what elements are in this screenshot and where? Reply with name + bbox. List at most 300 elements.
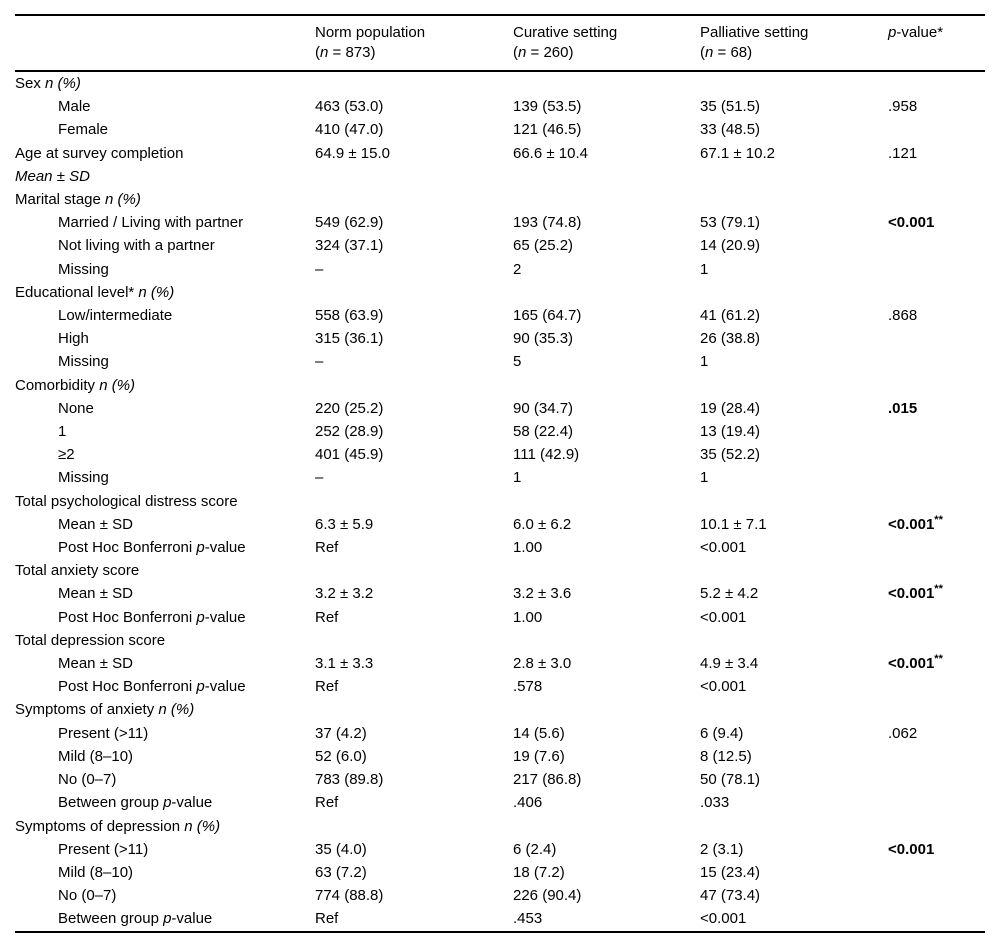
cell-norm: 410 (47.0) xyxy=(315,121,384,139)
cell-norm: – xyxy=(315,260,324,278)
table-row xyxy=(15,698,985,721)
cell-pvalue xyxy=(888,165,985,188)
row-label xyxy=(15,815,315,838)
table-row xyxy=(15,722,985,745)
row-label xyxy=(15,443,315,466)
text-segment: = 260) xyxy=(526,44,574,61)
cell-palliative: 14 (20.9) xyxy=(700,237,761,255)
cell-pvalue xyxy=(888,350,985,373)
row-label xyxy=(15,907,315,931)
text-segment: = 68) xyxy=(713,44,753,61)
cell-curative: 217 (86.8) xyxy=(513,771,582,789)
column-header-line2 xyxy=(700,43,888,63)
cell-pvalue: .062 xyxy=(888,724,918,742)
cell-norm xyxy=(315,188,513,211)
column-header-norm xyxy=(315,15,513,71)
text-segment: Present (>11) xyxy=(58,840,149,858)
text-segment: Palliative setting xyxy=(700,24,809,41)
table-row xyxy=(15,397,985,420)
italic-text-segment: Mean ± SD xyxy=(15,167,90,185)
row-label xyxy=(15,884,315,907)
cell-curative: 6 (2.4) xyxy=(513,840,557,858)
italic-text-segment: p xyxy=(196,678,205,696)
table-header xyxy=(15,15,985,71)
text-segment: No (0–7) xyxy=(58,771,117,789)
table-row xyxy=(15,884,985,907)
cell-palliative xyxy=(700,281,888,304)
cell-palliative: .033 xyxy=(700,794,730,812)
text-segment: Mean ± SD xyxy=(58,655,133,673)
cell-norm xyxy=(315,698,513,721)
row-label xyxy=(15,211,315,234)
italic-text-segment: n (%) xyxy=(99,376,136,394)
cell-norm: 35 (4.0) xyxy=(315,840,367,858)
row-label xyxy=(15,234,315,257)
cell-pvalue xyxy=(888,281,985,304)
cell-curative xyxy=(513,629,700,652)
text-segment: -value xyxy=(204,539,246,557)
italic-text-segment: p xyxy=(196,608,205,626)
cell-norm: 463 (53.0) xyxy=(315,98,384,116)
cell-norm xyxy=(315,281,513,304)
table-row xyxy=(15,304,985,327)
text-segment: High xyxy=(58,330,89,348)
row-label xyxy=(15,629,315,652)
cell-pvalue xyxy=(888,559,985,582)
cell-pvalue xyxy=(888,490,985,513)
text-segment: Post Hoc Bonferroni xyxy=(58,539,197,557)
cell-curative: 19 (7.6) xyxy=(513,747,565,765)
table-row xyxy=(15,490,985,513)
italic-text-segment: p xyxy=(163,794,172,812)
cell-norm: 52 (6.0) xyxy=(315,747,367,765)
text-segment: -value xyxy=(171,910,213,928)
row-label xyxy=(15,374,315,397)
column-header-line2 xyxy=(315,43,513,63)
cell-palliative: 10.1 ± 7.1 xyxy=(700,515,767,533)
table-row xyxy=(15,374,985,397)
cell-palliative: 1 xyxy=(700,353,709,371)
row-label xyxy=(15,838,315,861)
italic-text-segment: n xyxy=(705,44,714,61)
text-segment: 1 xyxy=(58,423,67,441)
cell-curative: 90 (35.3) xyxy=(513,330,574,348)
cell-palliative: 41 (61.2) xyxy=(700,307,761,325)
text-segment: Sex xyxy=(15,75,46,92)
column-header-line1 xyxy=(700,23,888,43)
cell-pvalue xyxy=(888,443,985,466)
cell-value: <0.001 xyxy=(888,585,935,603)
cell-curative: 58 (22.4) xyxy=(513,423,574,441)
cell-curative: 139 (53.5) xyxy=(513,98,582,116)
cell-norm: – xyxy=(315,469,324,487)
cell-pvalue xyxy=(888,234,985,257)
cell-palliative: 26 (38.8) xyxy=(700,330,761,348)
cell-pvalue xyxy=(888,188,985,211)
text-segment: -value* xyxy=(896,24,944,41)
row-label xyxy=(15,652,315,675)
cell-norm: Ref xyxy=(315,608,339,626)
table-row xyxy=(15,443,985,466)
cell-curative xyxy=(513,188,700,211)
cell-palliative: 15 (23.4) xyxy=(700,863,761,881)
cell-curative xyxy=(513,71,700,95)
cell-curative: 111 (42.9) xyxy=(513,446,580,464)
italic-text-segment: p xyxy=(196,539,205,557)
cell-pvalue xyxy=(888,397,985,420)
cell-pvalue xyxy=(888,71,985,95)
cell-palliative: 13 (19.4) xyxy=(700,423,761,441)
row-label xyxy=(15,165,315,188)
cell-pvalue xyxy=(888,884,985,907)
table-row xyxy=(15,142,985,165)
cell-value: <0.001 xyxy=(888,214,935,232)
table-row xyxy=(15,420,985,443)
cell-pvalue xyxy=(888,768,985,791)
cell-curative xyxy=(513,559,700,582)
text-segment: Mean ± SD xyxy=(58,585,133,603)
italic-text-segment: n xyxy=(518,44,527,61)
row-label xyxy=(15,142,315,165)
cell-palliative: <0.001 xyxy=(700,539,747,557)
cell-pvalue xyxy=(888,907,985,931)
row-label xyxy=(15,188,315,211)
cell-curative: 121 (46.5) xyxy=(513,121,582,139)
cell-curative: 66.6 ± 10.4 xyxy=(513,144,588,162)
text-segment: Symptoms of anxiety xyxy=(15,701,159,719)
text-segment: Educational level* xyxy=(15,283,139,301)
text-segment: = 873) xyxy=(328,44,376,61)
cell-palliative: 1 xyxy=(700,469,709,487)
table-row xyxy=(15,118,985,141)
cell-norm: 549 (62.9) xyxy=(315,214,384,232)
cell-norm: 774 (88.8) xyxy=(315,887,384,905)
cell-norm xyxy=(315,559,513,582)
cell-norm: 252 (28.9) xyxy=(315,423,384,441)
row-label xyxy=(15,397,315,420)
cell-pvalue xyxy=(888,513,985,536)
cell-pvalue xyxy=(888,675,985,698)
cell-pvalue xyxy=(888,791,985,814)
significance-stars: ** xyxy=(934,513,943,526)
text-segment: ( xyxy=(315,44,320,61)
table-row xyxy=(15,513,985,536)
italic-text-segment: n (%) xyxy=(158,701,195,719)
cell-value: .015 xyxy=(888,399,918,417)
cell-norm xyxy=(315,629,513,652)
row-label xyxy=(15,861,315,884)
italic-text-segment: n xyxy=(320,44,329,61)
text-segment: Missing xyxy=(58,353,109,371)
text-segment: Low/intermediate xyxy=(58,307,173,325)
cell-curative: 5 xyxy=(513,353,522,371)
text-segment: Age at survey completion xyxy=(15,144,184,162)
cell-palliative: 6 (9.4) xyxy=(700,724,744,742)
cell-curative: .406 xyxy=(513,794,543,812)
row-label xyxy=(15,768,315,791)
text-segment: Comorbidity xyxy=(15,376,100,394)
cell-norm: – xyxy=(315,353,324,371)
cell-palliative xyxy=(700,815,888,838)
cell-value: <0.001 xyxy=(888,515,935,533)
row-label xyxy=(15,722,315,745)
cell-norm: Ref xyxy=(315,678,339,696)
cell-palliative xyxy=(700,71,888,95)
cell-curative: 18 (7.2) xyxy=(513,863,565,881)
cell-palliative: 35 (52.2) xyxy=(700,446,761,464)
table-row xyxy=(15,165,985,188)
italic-text-segment: p xyxy=(163,910,172,928)
cell-pvalue xyxy=(888,374,985,397)
cell-palliative xyxy=(700,698,888,721)
row-label xyxy=(15,281,315,304)
cell-curative: 3.2 ± 3.6 xyxy=(513,585,572,603)
cell-pvalue xyxy=(888,629,985,652)
table-row xyxy=(15,629,985,652)
row-label xyxy=(15,490,315,513)
text-segment: Total psychological distress score xyxy=(15,492,238,510)
cell-pvalue xyxy=(888,582,985,605)
cell-palliative: 5.2 ± 4.2 xyxy=(700,585,759,603)
cell-curative: 1.00 xyxy=(513,539,543,557)
cell-norm: Ref xyxy=(315,910,339,928)
cell-value: <0.001 xyxy=(888,840,935,858)
table-row xyxy=(15,327,985,350)
row-label xyxy=(15,466,315,489)
text-segment: Married / Living with partner xyxy=(58,214,244,232)
text-segment: Mild (8–10) xyxy=(58,863,134,881)
table-row xyxy=(15,95,985,118)
cell-pvalue xyxy=(888,861,985,884)
cell-norm: 558 (63.9) xyxy=(315,307,384,325)
cell-pvalue xyxy=(888,536,985,559)
cell-palliative: 8 (12.5) xyxy=(700,747,752,765)
cell-palliative: 33 (48.5) xyxy=(700,121,761,139)
cell-norm: 401 (45.9) xyxy=(315,446,384,464)
cell-palliative: <0.001 xyxy=(700,678,747,696)
text-segment: Post Hoc Bonferroni xyxy=(58,678,197,696)
cell-curative xyxy=(513,281,700,304)
cell-pvalue xyxy=(888,118,985,141)
text-segment: Total anxiety score xyxy=(15,562,140,580)
table-row xyxy=(15,188,985,211)
row-label xyxy=(15,420,315,443)
cell-pvalue xyxy=(888,698,985,721)
italic-text-segment: n (%) xyxy=(45,75,81,92)
text-segment: Not living with a partner xyxy=(58,237,215,255)
text-segment: None xyxy=(58,399,94,417)
table-row xyxy=(15,536,985,559)
cell-norm: 3.1 ± 3.3 xyxy=(315,655,374,673)
row-label xyxy=(15,536,315,559)
cell-curative: 226 (90.4) xyxy=(513,887,582,905)
cell-curative: .453 xyxy=(513,910,543,928)
cell-curative xyxy=(513,374,700,397)
table-body xyxy=(15,71,985,932)
row-label xyxy=(15,559,315,582)
column-header-curative xyxy=(513,15,700,71)
table-row xyxy=(15,211,985,234)
cell-palliative: 53 (79.1) xyxy=(700,214,761,232)
text-segment: Curative setting xyxy=(513,24,618,41)
cell-norm: 3.2 ± 3.2 xyxy=(315,585,374,603)
column-header-pvalue xyxy=(888,15,985,71)
table-row xyxy=(15,234,985,257)
column-header-palliative xyxy=(700,15,888,71)
cell-curative: 193 (74.8) xyxy=(513,214,582,232)
cell-curative xyxy=(513,815,700,838)
table-row xyxy=(15,815,985,838)
table-row xyxy=(15,745,985,768)
cell-palliative: 35 (51.5) xyxy=(700,98,761,116)
text-segment: No (0–7) xyxy=(58,887,117,905)
text-segment: Norm population xyxy=(315,24,426,41)
cell-norm: Ref xyxy=(315,794,339,812)
cell-pvalue xyxy=(888,258,985,281)
cell-norm: 315 (36.1) xyxy=(315,330,384,348)
cell-norm xyxy=(315,815,513,838)
text-segment: -value xyxy=(204,608,246,626)
column-header-label xyxy=(15,15,315,71)
text-segment: Mild (8–10) xyxy=(58,747,134,765)
row-label xyxy=(15,304,315,327)
text-segment: ≥2 xyxy=(58,446,75,464)
row-label xyxy=(15,350,315,373)
text-segment: Female xyxy=(58,121,109,139)
row-label xyxy=(15,118,315,141)
text-segment: Missing xyxy=(58,260,109,278)
table-row xyxy=(15,350,985,373)
table-row xyxy=(15,71,985,95)
text-segment: Symptoms of depression xyxy=(15,817,185,835)
cell-value: <0.001 xyxy=(888,655,935,673)
italic-text-segment: n (%) xyxy=(138,283,175,301)
row-label xyxy=(15,791,315,814)
table-row xyxy=(15,791,985,814)
cell-palliative: 19 (28.4) xyxy=(700,399,761,417)
cell-curative: 6.0 ± 6.2 xyxy=(513,515,572,533)
cell-pvalue xyxy=(888,327,985,350)
cell-curative xyxy=(513,490,700,513)
row-label xyxy=(15,513,315,536)
cell-pvalue xyxy=(888,745,985,768)
cell-norm xyxy=(315,165,513,188)
cell-curative xyxy=(513,698,700,721)
cell-palliative: 67.1 ± 10.2 xyxy=(700,144,775,162)
italic-text-segment: p xyxy=(888,24,897,41)
cell-palliative: 4.9 ± 3.4 xyxy=(700,655,759,673)
cell-palliative xyxy=(700,188,888,211)
table-row xyxy=(15,768,985,791)
table-row xyxy=(15,861,985,884)
italic-text-segment: n (%) xyxy=(184,817,221,835)
cell-palliative xyxy=(700,629,888,652)
cell-norm: Ref xyxy=(315,539,339,557)
row-label xyxy=(15,745,315,768)
row-label xyxy=(15,327,315,350)
cell-curative: 2.8 ± 3.0 xyxy=(513,655,572,673)
table-row xyxy=(15,652,985,675)
cell-palliative: 2 (3.1) xyxy=(700,840,744,858)
row-label xyxy=(15,258,315,281)
cell-palliative xyxy=(700,559,888,582)
cell-pvalue: .958 xyxy=(888,98,918,116)
row-label xyxy=(15,95,315,118)
paper-table-region xyxy=(15,14,985,933)
table-row xyxy=(15,675,985,698)
cell-norm: 37 (4.2) xyxy=(315,724,367,742)
text-segment: Present (>11) xyxy=(58,724,149,742)
cell-palliative xyxy=(700,374,888,397)
cell-curative: .578 xyxy=(513,678,543,696)
cell-palliative: <0.001 xyxy=(700,608,747,626)
text-segment: Post Hoc Bonferroni xyxy=(58,608,197,626)
table-header-row xyxy=(15,15,985,71)
column-header-line1 xyxy=(315,23,513,43)
cell-palliative: 50 (78.1) xyxy=(700,771,761,789)
column-header-line1 xyxy=(888,23,985,43)
cell-pvalue: .121 xyxy=(888,144,918,162)
cell-norm: 220 (25.2) xyxy=(315,399,384,417)
cell-curative: 1.00 xyxy=(513,608,543,626)
text-segment: Total depression score xyxy=(15,631,166,649)
text-segment: Between group xyxy=(58,794,164,812)
row-label xyxy=(15,675,315,698)
table-row xyxy=(15,582,985,605)
row-label xyxy=(15,606,315,629)
table-row xyxy=(15,907,985,931)
text-segment: Between group xyxy=(58,910,164,928)
cell-palliative: 1 xyxy=(700,260,709,278)
cell-palliative xyxy=(700,165,888,188)
cell-norm xyxy=(315,71,513,95)
row-label xyxy=(15,582,315,605)
cell-palliative: 47 (73.4) xyxy=(700,887,761,905)
table-row xyxy=(15,258,985,281)
cell-norm xyxy=(315,374,513,397)
row-label xyxy=(15,71,315,95)
cell-norm: 783 (89.8) xyxy=(315,771,384,789)
text-segment: Missing xyxy=(58,469,109,487)
cell-pvalue xyxy=(888,652,985,675)
cell-norm: 63 (7.2) xyxy=(315,863,367,881)
cell-pvalue: .868 xyxy=(888,307,918,325)
text-segment: -value xyxy=(204,678,246,696)
italic-text-segment: n (%) xyxy=(105,191,141,209)
cell-palliative xyxy=(700,490,888,513)
cell-curative xyxy=(513,165,700,188)
text-segment: ( xyxy=(700,44,705,61)
cell-norm: 324 (37.1) xyxy=(315,237,384,255)
cell-curative: 14 (5.6) xyxy=(513,724,565,742)
cell-norm xyxy=(315,490,513,513)
cell-pvalue xyxy=(888,838,985,861)
cell-pvalue xyxy=(888,211,985,234)
cell-curative: 2 xyxy=(513,260,522,278)
cell-pvalue xyxy=(888,420,985,443)
column-header-line1 xyxy=(513,23,700,43)
text-segment: ( xyxy=(513,44,518,61)
cell-curative: 1 xyxy=(513,469,522,487)
cell-palliative: <0.001 xyxy=(700,910,747,928)
table-row xyxy=(15,466,985,489)
cell-curative: 165 (64.7) xyxy=(513,307,582,325)
cell-pvalue xyxy=(888,606,985,629)
text-segment: Male xyxy=(58,98,91,116)
column-header-line2 xyxy=(513,43,700,63)
table-row xyxy=(15,838,985,861)
cell-curative: 90 (34.7) xyxy=(513,399,574,417)
